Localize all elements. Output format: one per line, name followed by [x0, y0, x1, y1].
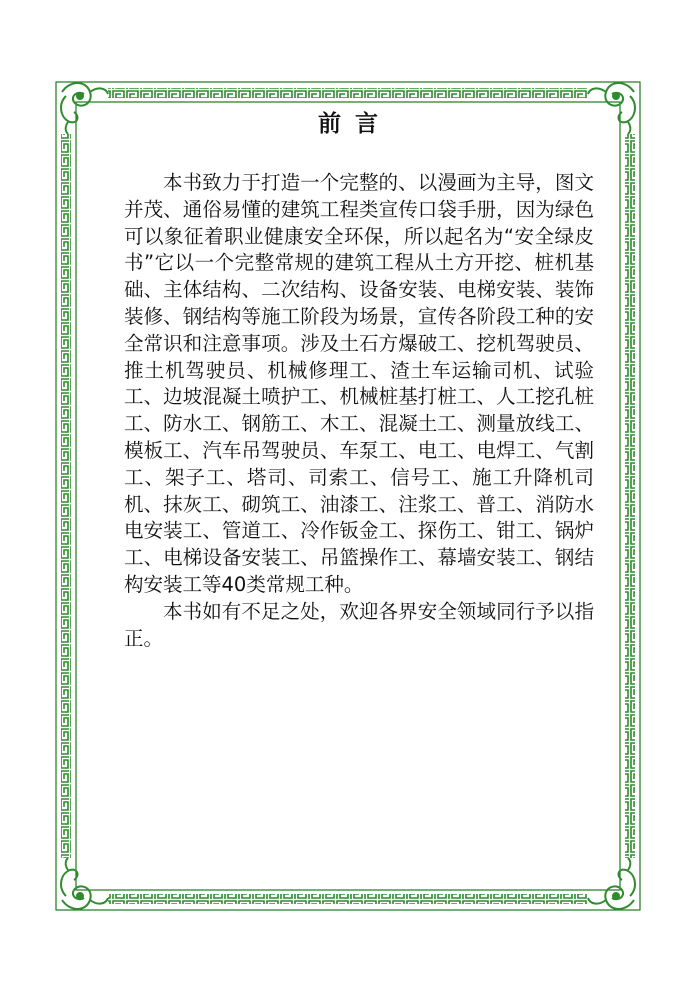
corner-ornament-bottom-right: [588, 858, 635, 909]
preface-paragraph-2: 本书如有不足之处，欢迎各界安全领域同行予以指正。: [124, 599, 594, 650]
preface-body: [124, 170, 594, 652]
corner-ornament-bottom-left: [61, 858, 108, 909]
bottom-key-band: [108, 894, 588, 904]
preface-paragraph-1: 本书致力于打造一个完整的、以漫画为主导，图文并茂、通俗易懂的建筑工程类宣传口袋手册，因为绿色可以象征着职业健康安全环保，所以起名为“安全绿皮书”它以一个完整常规的建筑工程从土方开挖、桩机基础、主体结构、二次结构、设备安装、电梯安装、装饰装修、钢结构等施工阶段为场景，宣传各阶段工种的安全常识和注意事项。涉及土石方爆破工、挖机驾驶员、推土机驾驶员、机械修理工、渣土车运输司机、试验工、边坡混凝土喷护工、机械桩基打桩工、人工挖孔桩工、防水工、钢筋工、木工、混凝土工、测量放线工、模板工、汽车吊驾驶员、车泵工、电工、电焊工、气割工、架子工、塔司、司索工、信号工、施工升降机司机、抹灰工、砌筑工、油漆工、注浆工、普工、消防水电安装工、管道工、冷作钣金工、探伤工、钳工、锅炉工、电梯设备安装工、吊篮操作工、幕墙安装工、钢结构安装工等40类常规工种。: [124, 171, 594, 596]
left-key-band: [61, 134, 71, 858]
top-key-band: [108, 88, 588, 98]
right-key-band: [625, 134, 635, 858]
page-title: 前言: [318, 111, 392, 137]
